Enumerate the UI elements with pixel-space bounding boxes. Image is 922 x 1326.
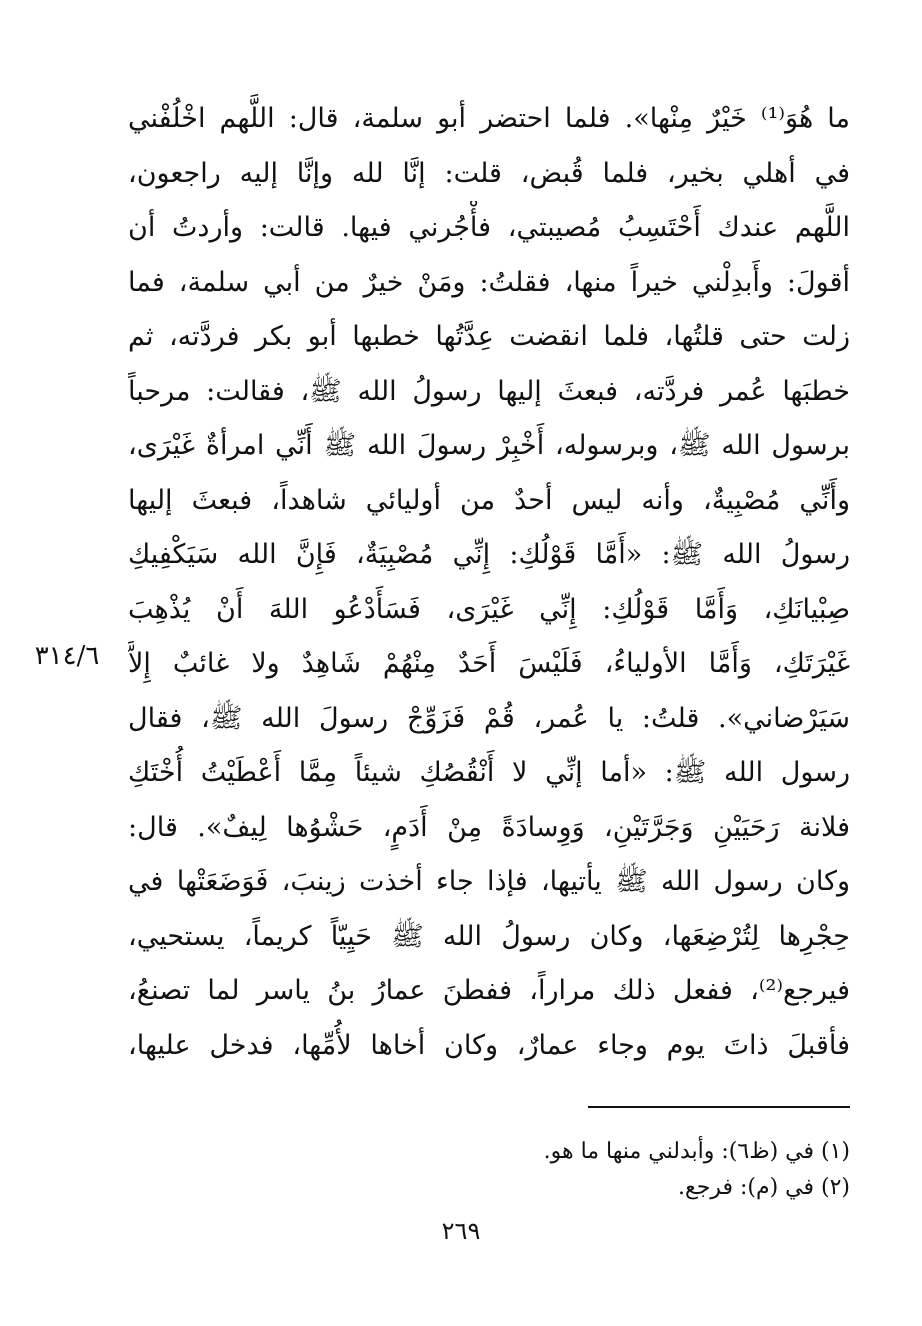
text-line: أقولَ: وأَبدِلْني خيراً منها، فقلتُ: ومَنْ خيرٌ من أبي سلمة، فما [128,266,850,298]
text-line: رسولُ الله ﷺ: «أَمَّا قَوْلُكِ: إِنِّي مُصْبِيَةٌ، فَإِنَّ الله سَيَكْفِيكِ [128,539,850,570]
text-line: في أهلي بخير، فلما قُبض، قلت: إنَّا لله وإنَّا إليه راجعون، [128,157,850,189]
text-line: رسول الله ﷺ: «أما إنِّي لا أَنْقُصُكِ شيئاً مِمَّا أَعْطَيْتُ أُخْتَكِ [128,757,850,788]
text-line: اللَّهم عندك أَحْتَسِبُ مُصيبتي، فأْجُرني فيها. قالت: وأردتُ أن [128,212,850,243]
text-line: غَيْرَتَكِ، وَأَمَّا الأولياءُ، فَلَيْسَ أَحَدٌ مِنْهُمْ شَاهِدٌ ولا غائبٌ إِلاَّ [128,648,850,679]
text-line: صِبْيانَكِ، وَأَمَّا قَوْلُكِ: إِنِّي غَيْرَى، فَسَأَدْعُو اللهَ أَنْ يُذْهِبَ [128,593,850,625]
footnote-divider [588,1106,850,1108]
text-line: وكان رسول الله ﷺ يأتيها، فإذا جاء أخذت زينبَ، فَوَضَعَتْها في [128,866,850,897]
text-line: خطبَها عُمر فردَّته، فبعثَ إليها رسولُ الله ﷺ، فقالت: مرحباً [128,375,850,407]
margin-reference: ٣١٤/٦ [34,641,100,671]
text-line: برسول الله ﷺ، وبرسوله، أَخْبِرْ رسولَ الله ﷺ أَنِّي امرأةٌ غَيْرَى، [128,430,850,461]
footnote: (٢) في (م): فرجع. [678,1175,850,1200]
body-text [128,92,850,1073]
footnotes [300,1134,850,1206]
text-line: فلانة رَحَيَيْنِ وَجَرَّتَيْنِ، وَوِسادَةً مِنْ أَدَمٍ، حَشْوُها لِيفٌ». قال: [128,811,850,843]
footnote: (١) في (ظ٦): وأبدلني منها ما هو. [543,1139,850,1164]
text-line: وأَنِّي مُصْبِيةٌ، وأنه ليس أحدٌ من أوليائي شاهداً، فبعثَ إليها [128,484,850,516]
text-line: فيرجع⁽²⁾، ففعل ذلك مراراً، ففطنَ عمارُ بنُ ياسر لما تصنعُ، [128,975,850,1006]
text-line: ما هُوَ⁽¹⁾ خَيْرٌ مِنْها». فلما احتضر أبو سلمة، قال: اللَّهم اخْلُفْني [128,103,850,134]
text-line: حِجْرِها لِتُرْضِعَها، وكان رسولُ الله ﷺ حَيِيّاً كريماً، يستحيي، [128,920,850,952]
text-line: فأقبلَ ذاتَ يوم وجاء عمارٌ، وكان أخاها لأُمِّها، فدخل عليها، [128,1029,850,1061]
text-line: زلت حتى قلتُها، فلما انقضت عِدَّتُها خطبها أبو بكر فردَّته، ثم [128,321,850,352]
text-line: سَيَرْضاني». قلتُ: يا عُمر، قُمْ فَزَوِّجْ رسولَ الله ﷺ، فقال [128,702,850,734]
page-number: ٢٦٩ [441,1217,481,1245]
